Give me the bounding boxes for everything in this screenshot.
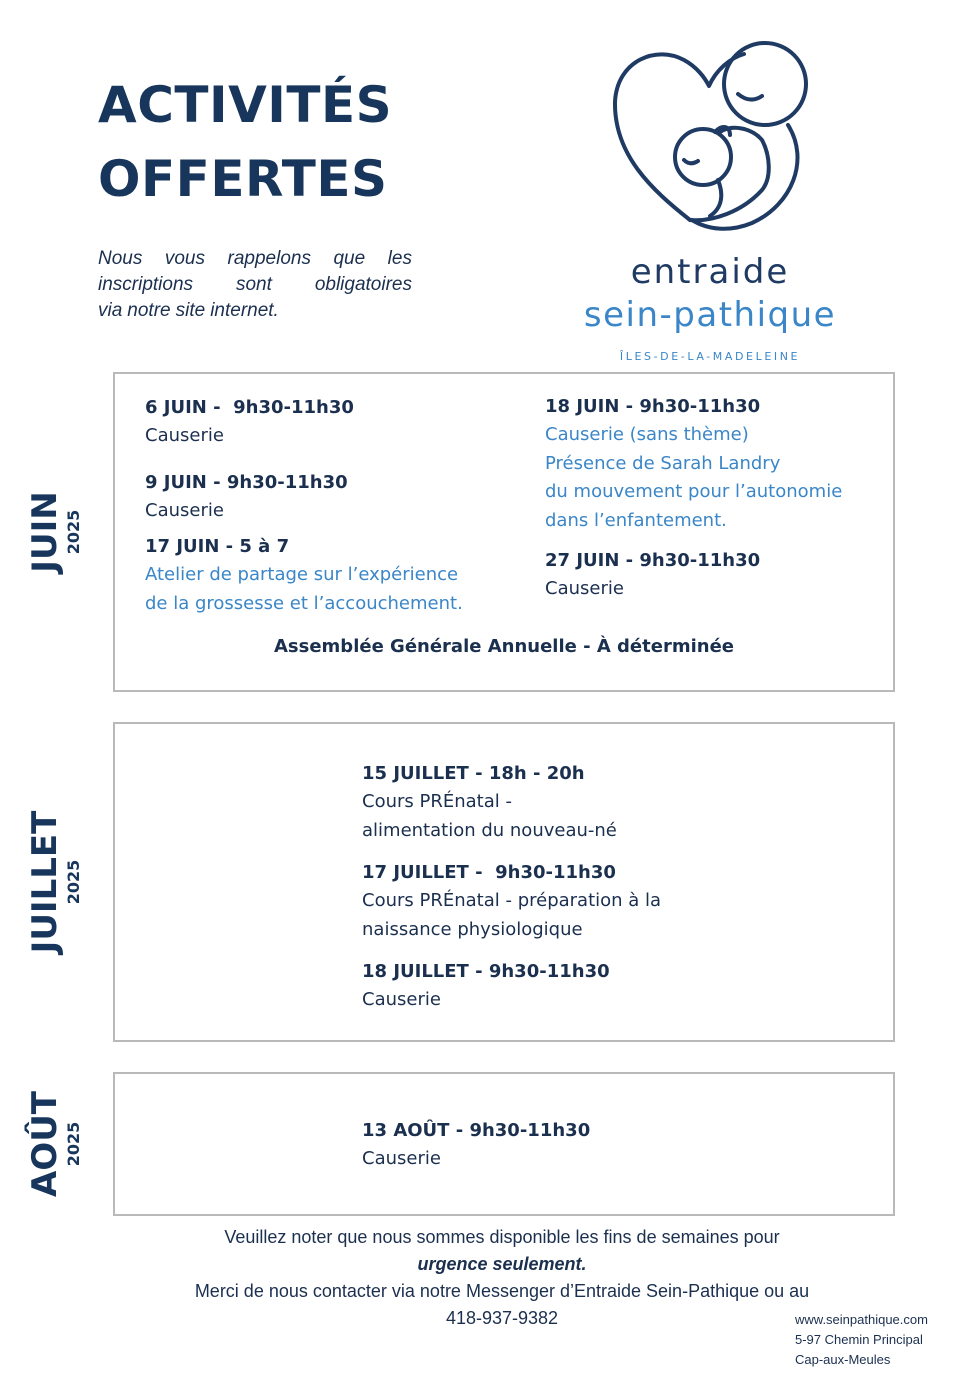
page-title bbox=[98, 68, 458, 216]
event-description: Causerie bbox=[362, 1148, 441, 1169]
event-heading: 15 JUILLET - 18h - 20h bbox=[362, 763, 585, 784]
event-description: Causerie bbox=[145, 500, 224, 521]
event-july-18 bbox=[362, 958, 610, 1015]
intro-line-3: via notre site internet. bbox=[98, 300, 279, 321]
address-line: 5-97 Chemin Principal bbox=[795, 1332, 923, 1347]
month-year: 2025 bbox=[64, 509, 83, 555]
event-heading: 17 JUILLET - 9h30-11h30 bbox=[362, 862, 616, 883]
event-heading: 18 JUILLET - 9h30-11h30 bbox=[362, 961, 610, 982]
event-august-13 bbox=[362, 1117, 590, 1174]
july-schedule-box bbox=[113, 722, 895, 1042]
event-description: Causerie bbox=[145, 425, 224, 446]
intro-line-2: inscriptions sont obligatoires bbox=[98, 274, 412, 295]
month-name: JUIN bbox=[25, 491, 65, 573]
event-description: Cours PRÉnatal - préparation à la bbox=[362, 890, 662, 911]
event-june-27 bbox=[545, 547, 760, 604]
event-heading: 13 AOÛT - 9h30-11h30 bbox=[362, 1120, 591, 1141]
event-heading: 18 JUIN - 9h30-11h30 bbox=[545, 396, 761, 417]
month-label-july bbox=[0, 722, 112, 1042]
event-june-9 bbox=[145, 469, 348, 526]
footer-line-3: Merci de nous contacter via notre Messenger d’Entraide Sein-Pathique ou au bbox=[194, 1281, 810, 1301]
month-label-june bbox=[0, 372, 112, 692]
event-description: alimentation du nouveau-né bbox=[362, 819, 617, 841]
agm-note: Assemblée Générale Annuelle - À déterminée bbox=[273, 636, 734, 657]
intro-line-1: Nous vous rappelons que les bbox=[98, 248, 412, 269]
event-description: Causerie bbox=[545, 578, 624, 599]
logo-tagline: ÎLES-DE-LA-MADELEINE bbox=[619, 350, 801, 363]
event-description: de la grossesse et l’accouchement. bbox=[145, 592, 463, 614]
logo-wordmark-entraide: entraide bbox=[630, 252, 790, 292]
event-heading: 27 JUIN - 9h30-11h30 bbox=[545, 550, 761, 571]
event-description: Atelier de partage sur l’expérience bbox=[145, 564, 459, 585]
month-name: AOÛT bbox=[25, 1090, 65, 1198]
footer-emphasis: urgence seulement. bbox=[417, 1254, 587, 1274]
contact-info bbox=[795, 1310, 928, 1370]
event-heading: 17 JUIN - 5 à 7 bbox=[145, 536, 290, 557]
title-line-2: OFFERTES bbox=[98, 150, 388, 208]
event-description: du mouvement pour l’autonomie bbox=[545, 481, 843, 502]
event-description: Présence de Sarah Landry bbox=[545, 452, 781, 474]
month-label-august bbox=[0, 1072, 112, 1216]
event-description: Causerie (sans thème) bbox=[545, 424, 749, 445]
footer-line-1: Veuillez noter que nous sommes disponible les fins de semaines pour bbox=[224, 1227, 780, 1247]
event-june-18 bbox=[545, 393, 842, 535]
footer-phone: 418-937-9382 bbox=[445, 1308, 559, 1328]
month-year: 2025 bbox=[64, 1121, 83, 1167]
event-july-15 bbox=[362, 760, 617, 845]
logo-wordmark-sein-pathique: sein-pathique bbox=[583, 295, 837, 335]
intro-text bbox=[98, 246, 412, 324]
heart-mother-baby-icon bbox=[612, 40, 812, 240]
footer-note bbox=[100, 1224, 904, 1332]
month-name: JUILLET bbox=[25, 810, 65, 954]
event-description: Causerie bbox=[362, 989, 441, 1010]
event-description: Cours PRÉnatal - bbox=[362, 791, 512, 812]
august-schedule-box bbox=[113, 1072, 895, 1216]
month-year: 2025 bbox=[64, 859, 83, 905]
event-july-17 bbox=[362, 859, 661, 944]
event-heading: 9 JUIN - 9h30-11h30 bbox=[145, 472, 348, 493]
event-description: naissance physiologique bbox=[362, 918, 583, 940]
website-link[interactable]: www.seinpathique.com bbox=[795, 1312, 928, 1327]
event-heading: 6 JUIN - 9h30-11h30 bbox=[145, 397, 354, 418]
logo bbox=[540, 40, 880, 370]
event-june-6 bbox=[145, 394, 354, 451]
june-schedule-box bbox=[113, 372, 895, 692]
event-june-17 bbox=[145, 533, 463, 618]
event-description: dans l’enfantement. bbox=[545, 509, 727, 531]
title-line-1: ACTIVITÉS bbox=[98, 76, 393, 134]
city-line: Cap-aux-Meules bbox=[795, 1352, 891, 1367]
